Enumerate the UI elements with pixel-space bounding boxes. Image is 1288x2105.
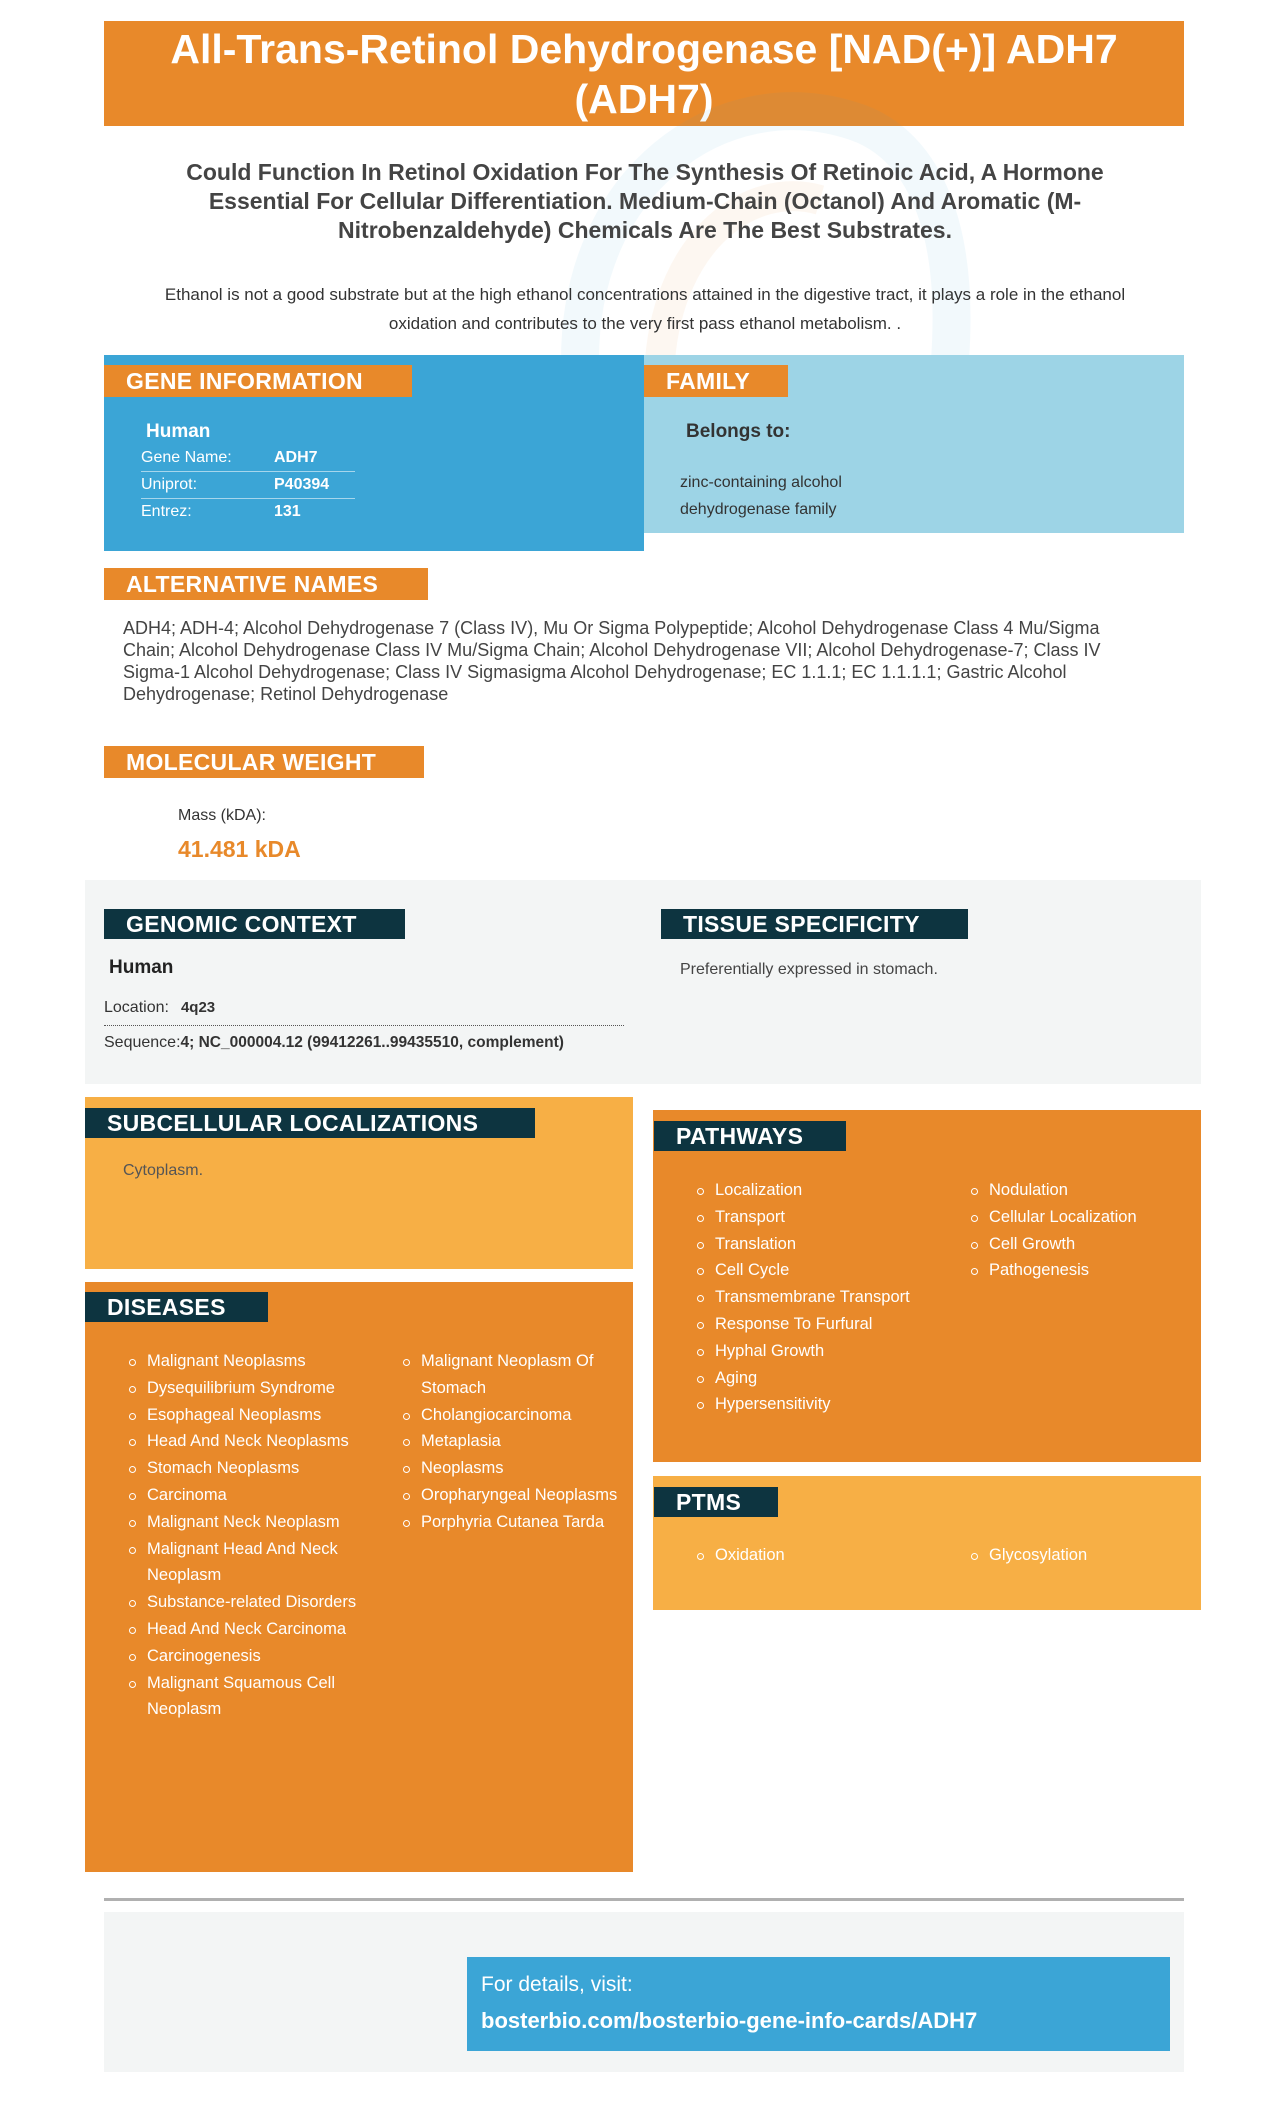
list-item: Response To Furfural xyxy=(695,1311,935,1338)
pathways-list-col1 xyxy=(695,1177,935,1418)
list-item: Malignant Squamous Cell Neoplasm xyxy=(127,1670,357,1724)
list-item: Oxidation xyxy=(695,1542,935,1569)
list-item: Cell Cycle xyxy=(695,1257,935,1284)
ptms-list-col2 xyxy=(969,1542,1189,1569)
list-item: Translation xyxy=(695,1231,935,1258)
diseases-header: DISEASES xyxy=(85,1292,268,1322)
alternative-names-text: ADH4; ADH-4; Alcohol Dehydrogenase 7 (Class IV), Mu Or Sigma Polypeptide; Alcohol Dehydrogenase Class 4 Mu/Sigma Chain; Alcohol Dehydrogenase Class IV Mu/Sigma Chain; Alcohol Dehydrogenase VII; Alcohol Dehydrogenase-7; Class IV Sigma-1 Alcohol Dehydrogenase; Class IV Sigmasigma Alcohol Dehydrogenase; EC 1.1.1; EC 1.1.1.1; Gastric Alcohol Dehydrogenase; Retinol Dehydrogenase xyxy=(123,618,1101,704)
gene-name-value: ADH7 xyxy=(274,449,318,466)
entrez-label: Entrez: xyxy=(141,503,192,520)
list-item: Pathogenesis xyxy=(969,1257,1189,1284)
list-item: Substance-related Disorders xyxy=(127,1589,357,1616)
family-text: zinc-containing alcohol dehydrogenase family xyxy=(680,474,842,518)
list-item: Cholangiocarcinoma xyxy=(401,1402,631,1429)
list-item: Head And Neck Neoplasms xyxy=(127,1428,357,1455)
list-item: Transmembrane Transport xyxy=(695,1284,935,1311)
list-item: Carcinoma xyxy=(127,1482,357,1509)
list-item: Cell Growth xyxy=(969,1231,1189,1258)
list-item: Localization xyxy=(695,1177,935,1204)
genomic-context-header: GENOMIC CONTEXT xyxy=(104,909,405,939)
list-item: Stomach Neoplasms xyxy=(127,1455,357,1482)
list-item: Dysequilibrium Syndrome xyxy=(127,1375,357,1402)
gene-species: Human xyxy=(146,421,211,442)
sequence-row xyxy=(104,1032,644,1054)
mass-value: 41.481 kDA xyxy=(178,836,301,862)
entrez-row xyxy=(141,499,355,526)
genomic-species: Human xyxy=(109,957,174,978)
list-item: Esophageal Neoplasms xyxy=(127,1402,357,1429)
list-item: Malignant Head And Neck Neoplasm xyxy=(127,1536,357,1590)
ptms-list-col1 xyxy=(695,1542,935,1569)
list-item: Hyphal Growth xyxy=(695,1338,935,1365)
list-item: Porphyria Cutanea Tarda xyxy=(401,1509,631,1536)
uniprot-label: Uniprot: xyxy=(141,476,198,493)
tissue-specificity-text: Preferentially expressed in stomach. xyxy=(680,961,938,978)
diseases-list-col1 xyxy=(127,1348,357,1723)
list-item: Nodulation xyxy=(969,1177,1189,1204)
tissue-specificity-header: TISSUE SPECIFICITY xyxy=(661,909,968,939)
list-item: Malignant Neoplasms xyxy=(127,1348,357,1375)
mass-label: Mass (kDA): xyxy=(178,807,266,824)
location-value: 4q23 xyxy=(180,999,216,1016)
sequence-label: Sequence: xyxy=(104,1034,181,1051)
footer-link[interactable]: bosterbio.com/bosterbio-gene-info-cards/ADH7 xyxy=(481,2008,978,2033)
gene-name-label: Gene Name: xyxy=(141,449,232,466)
list-item: Glycosylation xyxy=(969,1542,1189,1569)
list-item: Carcinogenesis xyxy=(127,1643,357,1670)
list-item: Aging xyxy=(695,1365,935,1392)
alternative-names-header: ALTERNATIVE NAMES xyxy=(104,568,428,600)
pathways-list-col2 xyxy=(969,1177,1189,1284)
gene-detail: Ethanol is not a good substrate but at the high ethanol concentrations attained in the digestive tract, it plays a role in the ethanol oxidation and contributes to the very first pass ethanol metabolism. . xyxy=(164,285,1126,333)
list-item: Transport xyxy=(695,1204,935,1231)
subcellular-header: SUBCELLULAR LOCALIZATIONS xyxy=(85,1108,535,1138)
list-item: Metaplasia xyxy=(401,1428,631,1455)
family-header: FAMILY xyxy=(644,365,788,397)
list-item: Cellular Localization xyxy=(969,1204,1189,1231)
pathways-header: PATHWAYS xyxy=(654,1121,846,1151)
list-item: Head And Neck Carcinoma xyxy=(127,1616,357,1643)
subcellular-text: Cytoplasm. xyxy=(123,1162,204,1179)
footer-divider xyxy=(104,1898,1184,1901)
ptms-header: PTMS xyxy=(654,1487,778,1517)
gene-info-header: GENE INFORMATION xyxy=(104,365,412,397)
gene-name-row xyxy=(141,445,355,472)
diseases-list-col2 xyxy=(401,1348,631,1536)
uniprot-row xyxy=(141,472,355,499)
list-item: Oropharyngeal Neoplasms xyxy=(401,1482,631,1509)
footer-details-box[interactable] xyxy=(467,1957,1170,2051)
gene-summary: Could Function In Retinol Oxidation For The Synthesis Of Retinoic Acid, A Hormone Essential For Cellular Differentiation. Medium-Chain (Octanol) And Aromatic (M-Nitrobenzaldehyde) Chemicals Are The Best Substrates. xyxy=(186,159,1104,243)
list-item: Hypersensitivity xyxy=(695,1391,935,1418)
entrez-value: 131 xyxy=(274,503,301,520)
list-item: Malignant Neoplasm Of Stomach xyxy=(401,1348,631,1402)
uniprot-value: P40394 xyxy=(274,476,330,493)
location-label: Location: xyxy=(104,999,169,1016)
belongs-label: Belongs to: xyxy=(686,421,791,442)
page-title: All-Trans-Retinol Dehydrogenase [NAD(+)] ADH7 (ADH7) xyxy=(104,21,1184,126)
footer-label: For details, visit: xyxy=(481,1973,633,1996)
list-item: Neoplasms xyxy=(401,1455,631,1482)
sequence-value: 4; NC_000004.12 (99412261..99435510, complement) xyxy=(180,1034,564,1051)
list-item: Malignant Neck Neoplasm xyxy=(127,1509,357,1536)
molecular-weight-header: MOLECULAR WEIGHT xyxy=(104,746,424,778)
location-row xyxy=(104,996,624,1026)
